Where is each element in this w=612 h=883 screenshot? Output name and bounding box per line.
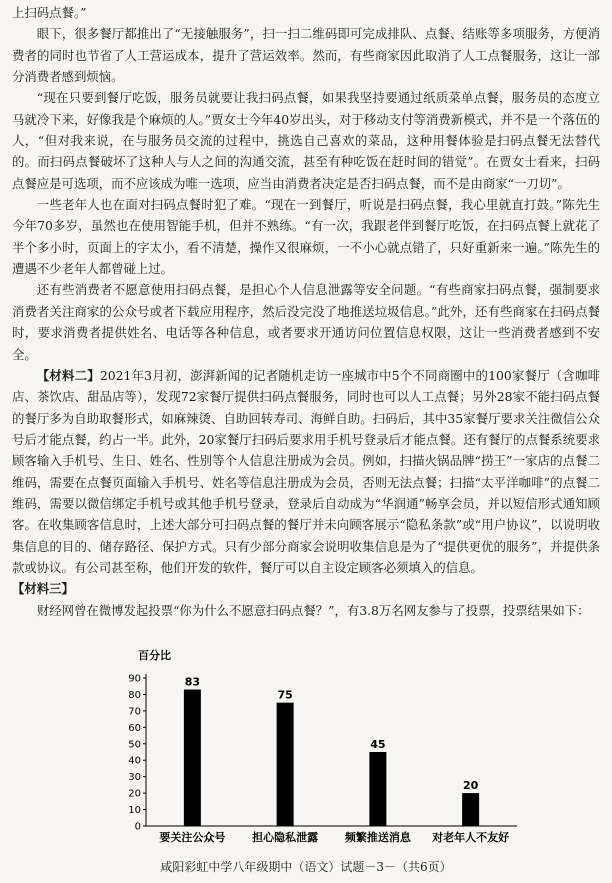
material-2-text: 2021年3月初，澎湃新闻的记者随机走访一座城市中5个不同商圈中的100家餐厅（含咖啡店、茶饮店、甜品店等），发现72家餐厅提供扫码点餐服务，同时也可以人工点餐；另外28家不能扫码点餐的餐厅多为自助取餐形式，如麻辣烫、自助回转寿司、海鲜自助。扫码后，其中35家餐厅要求关注微信公众号后才能点餐，约占一半。此外，20家餐厅扫码后要求用手机号登录后才能点餐。还有餐厅的点餐系统要求顾客输入手机号、生日、姓名、性别等个人信息注册成为会员。例如，扫描火锅品牌“捞王”一家店的点餐二维码，需要在点餐页面输入手机号、姓名等信息注册成为会员，否则无法点餐；扫描“太平洋咖啡”的点餐二维码，需要以微信绑定手机号或其他手机号登录，登录后自动成为“华润通”畅享会员，并以短信形式通知顾客。在收集顾客信息时，上述大部分可扫码点餐的餐厅并未向顾客展示“隐私条款”或“用户协议”，以说明收集信息的目的、储存路径、保护方式。只有少部分商家会说明收集信息是为了“提供更优的服务”，并提供条款或协议。有公司甚至称，他们开发的软件，餐厅可以自主设定顾客必须填入的信息。: [12, 367, 601, 575]
chart-x-labels: [159, 830, 509, 844]
bar: [277, 703, 294, 826]
material-3-heading: [12, 578, 600, 599]
vote-bar-chart: [122, 648, 522, 848]
paragraph-privacy: 还有些消费者不愿意使用扫码点餐，是担心个人信息泄露等安全问题。“有些商家扫码点餐，强制要求消费者关注商家的公众号或者下载应用程序，然后没完没了地推送垃圾信息。”此外，还有些商家在扫码点餐时，要求消费者提供姓名、电话等各种信息，或者要求开通访问位置信息权限，这让一些消费者感到不安全。: [12, 282, 600, 362]
paragraph-elderly: 一些老年人也在面对扫码点餐时犯了难。“现在一到餐厅，听说是扫码点餐，我心里就直打鼓。”陈先生今年70多岁，虽然也在使用智能手机，但并不熟练。“有一次，我跟老伴到餐厅吃饭，在扫码点餐上就花了半个多小时，页面上的字太小，看不清楚，操作又很麻烦，一不小心就点错了，只好重新来一遍。”陈先生的遭遇不少老年人都曾碰上过。: [12, 197, 600, 277]
y-tick-label: 90: [128, 673, 141, 685]
x-category-label: 要关注公众号: [159, 831, 226, 844]
y-tick-label: 80: [128, 689, 141, 701]
y-tick-label: 50: [128, 739, 141, 751]
chart-ylabel: 百分比: [138, 649, 171, 662]
bar-value-label: 75: [277, 688, 293, 702]
paragraph-continuation: 上扫码点餐。”: [12, 5, 87, 20]
y-tick-label: 10: [128, 805, 141, 817]
material-3-tag: 【材料三】: [12, 581, 74, 597]
bar-value-label: 83: [184, 675, 201, 689]
material-2-tag: 【材料二】: [36, 367, 100, 383]
x-category-label: 对老年人不友好: [432, 831, 510, 844]
bar-value-label: 45: [370, 738, 386, 751]
bar: [462, 793, 479, 826]
bar: [369, 752, 386, 826]
x-category-label: 频繁推送消息: [344, 831, 411, 844]
chart-bars: [184, 676, 479, 826]
page-footer: 咸阳彩虹中学八年级期中（语文）试题－3－（共6页）: [160, 860, 452, 874]
bar: [184, 690, 201, 826]
paragraph-no-contact-service: 眼下，很多餐厅都推出了“无接触服务”，扫一扫二维码即可完成排队、点餐、结账等多项服务，方便消费者的同时也节省了人工营运成本，提升了营运效率。然而，有些商家因此取消了人工点餐服务，这让一部分消费者感到烦恼。: [12, 26, 600, 85]
bar-value-label: 20: [462, 779, 479, 793]
material-2: [12, 365, 600, 578]
paragraph-ms-jia: “现在只要到餐厅吃饭，服务员就要让我扫码点餐，如果我坚持要通过纸质菜单点餐，服务员的态度立马就冷下来，好像我是个麻烦的人。”贾女士今年40岁出头，对于移动支付等消费新模式，并不是一个落伍的人，“但对我来说，在与服务员交流的过程中，挑选自己喜欢的菜品，这种用餐体验是扫码点餐无法替代的。而扫码点餐破坏了这种人与人之间的沟通交流，甚至有种吃饭在赶时间的错觉”。在贾女士看来，扫码点餐应是可选项，而不应该成为唯一选项，应当由消费者决定是否扫码点餐，而不是由商家“一刀切”。: [12, 90, 600, 191]
material-3-text: 财经网曾在微博发起投票“你为什么不愿意扫码点餐？”，有3.8万名网友参与了投票，投票结果如下：: [36, 602, 590, 618]
y-tick-label: 0: [134, 821, 141, 833]
y-tick-label: 20: [128, 788, 141, 800]
y-tick-label: 40: [128, 755, 141, 767]
y-tick-label: 30: [128, 772, 141, 784]
x-category-label: 担心隐私泄露: [252, 831, 319, 844]
article-body: [12, 2, 600, 621]
y-tick-label: 60: [128, 722, 141, 734]
y-tick-label: 70: [128, 706, 141, 718]
